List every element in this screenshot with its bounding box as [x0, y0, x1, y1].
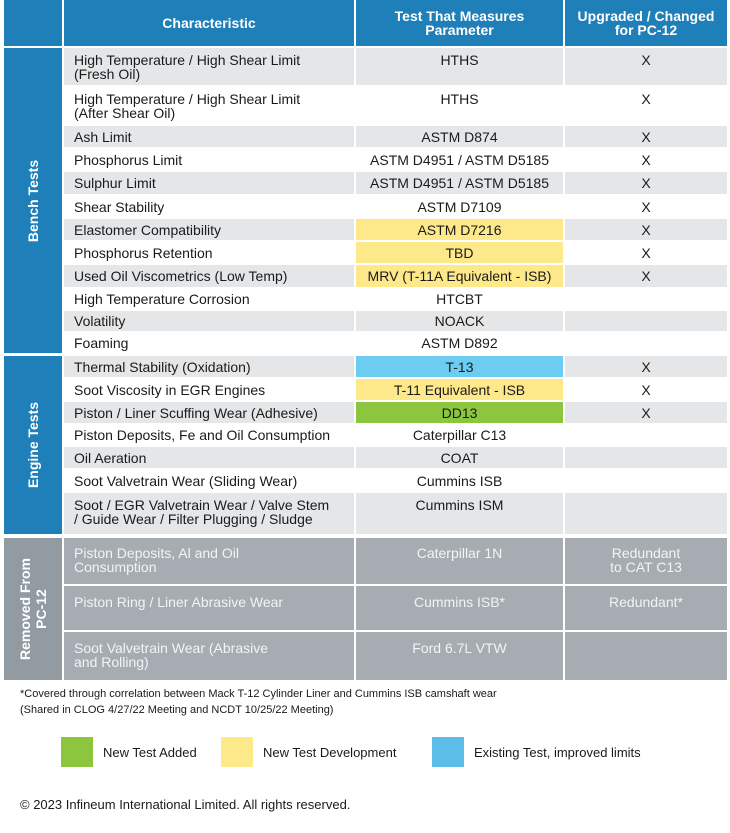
upgraded-cell: Redundant*: [565, 586, 727, 630]
table-row: [0, 447, 730, 468]
test-cell: COAT: [356, 447, 563, 468]
upgraded-cell: [565, 632, 727, 680]
legend-item-new-development: [221, 737, 396, 767]
test-cell-new-development: TBD: [356, 242, 563, 263]
table-row: [0, 470, 730, 491]
characteristic-cell: Foaming: [64, 333, 354, 353]
table-row: [0, 172, 730, 194]
column-header-test-line2: Parameter: [425, 22, 494, 38]
table-row: [0, 632, 730, 680]
column-header-test-line1: Test That Measures: [394, 8, 525, 24]
engine-tests-section: [0, 356, 730, 534]
table-row: [0, 311, 730, 331]
test-cell: Ford 6.7L VTW: [356, 632, 563, 680]
test-cell-new-development: T-11 Equivalent - ISB: [356, 379, 563, 400]
test-cell: Caterpillar 1N: [356, 538, 563, 584]
table-row: [0, 265, 730, 287]
upgraded-cell: X: [565, 379, 727, 400]
characteristic-cell: Thermal Stability (Oxidation): [64, 356, 354, 377]
upgraded-cell: [565, 538, 727, 584]
characteristic-cell: [64, 493, 354, 534]
table-row: [0, 196, 730, 217]
upgraded-cell: X: [565, 126, 727, 147]
characteristic-line2: (Fresh Oil): [74, 66, 141, 82]
table-row: [0, 242, 730, 263]
upgraded-cell: [565, 311, 727, 331]
bench-tests-section: [0, 48, 730, 353]
upgraded-cell: X: [565, 149, 727, 170]
upgraded-cell: X: [565, 219, 727, 240]
upgraded-cell: [565, 493, 727, 534]
table-row: [0, 149, 730, 170]
characteristic-cell: [64, 87, 354, 124]
legend-label: New Test Added: [103, 744, 197, 760]
characteristic-cell: Shear Stability: [64, 196, 354, 217]
test-cell-new-development: ASTM D7216: [356, 219, 563, 240]
upgraded-cell: X: [565, 87, 727, 124]
characteristic-cell: Piston Deposits, Fe and Oil Consumption: [64, 425, 354, 445]
legend-label: Existing Test, improved limits: [474, 744, 641, 760]
test-cell: Cummins ISB*: [356, 586, 563, 630]
test-cell-new-development: MRV (T-11A Equivalent - ISB): [356, 265, 563, 287]
column-header-upgraded: [565, 0, 727, 46]
characteristic-line2: Consumption: [74, 559, 157, 575]
characteristic-cell: Soot Viscosity in EGR Engines: [64, 379, 354, 400]
column-header-upgraded-line2: for PC-12: [614, 22, 678, 38]
characteristic-cell: Sulphur Limit: [64, 172, 354, 194]
characteristic-line2: (After Shear Oil): [74, 105, 176, 121]
table-row: [0, 425, 730, 445]
characteristic-cell: Piston Ring / Liner Abrasive Wear: [64, 586, 354, 630]
characteristic-cell: [64, 538, 354, 584]
table-row: [0, 402, 730, 423]
table-row: [0, 586, 730, 630]
characteristic-line1: Soot / EGR Valvetrain Wear / Valve Stem: [74, 497, 330, 513]
upgraded-cell: X: [565, 402, 727, 423]
characteristic-line1: Soot Valvetrain Wear (Abrasive: [74, 640, 269, 656]
table-row: [0, 538, 730, 584]
footnote-line2: (Shared in CLOG 4/27/22 Meeting and NCDT 10/25/22 Meeting): [20, 704, 334, 716]
characteristic-cell: Elastomer Compatibility: [64, 219, 354, 240]
test-cell: NOACK: [356, 311, 563, 331]
characteristic-line2: and Rolling): [74, 654, 149, 670]
footnote: [20, 686, 497, 718]
upgraded-cell: X: [565, 242, 727, 263]
table-row: [0, 48, 730, 85]
column-header-test-text: [395, 9, 525, 37]
table-row: [0, 333, 730, 353]
table-row: [0, 219, 730, 240]
header-corner: [4, 0, 62, 46]
table-row: [0, 493, 730, 534]
characteristic-cell: Ash Limit: [64, 126, 354, 147]
characteristic-line1: Piston Deposits, Al and Oil: [74, 545, 239, 561]
test-cell: Caterpillar C13: [356, 425, 563, 445]
test-cell: HTCBT: [356, 289, 563, 309]
characteristic-cell: Soot Valvetrain Wear (Sliding Wear): [64, 470, 354, 491]
upgraded-line1: Redundant: [611, 545, 681, 561]
upgraded-cell: X: [565, 172, 727, 194]
upgraded-cell: [565, 470, 727, 491]
upgraded-cell: [565, 425, 727, 445]
upgraded-cell: [565, 289, 727, 309]
legend-label: New Test Development: [263, 744, 397, 760]
removed-label-line1: Removed From: [17, 558, 34, 660]
characteristic-cell: Phosphorus Limit: [64, 149, 354, 170]
test-cell: ASTM D7109: [356, 196, 563, 217]
column-header-upgraded-text: [578, 9, 715, 37]
copyright-notice: © 2023 Infineum International Limited. All rights reserved.: [20, 797, 351, 812]
table-row: [0, 87, 730, 124]
characteristic-cell: [64, 48, 354, 85]
upgraded-cell: X: [565, 196, 727, 217]
table-row: [0, 356, 730, 377]
characteristic-cell: Used Oil Viscometrics (Low Temp): [64, 265, 354, 287]
upgraded-line2: to CAT C13: [610, 559, 682, 575]
column-header-upgraded-line1: Upgraded / Changed: [577, 8, 715, 24]
test-cell: HTHS: [356, 87, 563, 124]
test-cell: ASTM D4951 / ASTM D5185: [356, 149, 563, 170]
removed-label-line2: PC-12: [33, 589, 50, 629]
upgraded-cell: [565, 333, 727, 353]
upgraded-cell: X: [565, 48, 727, 85]
characteristic-cell: Volatility: [64, 311, 354, 331]
bench-tests-label-text: Bench Tests: [25, 159, 41, 242]
characteristic-cell: Oil Aeration: [64, 447, 354, 468]
legend-item-improved-limits: [432, 737, 641, 767]
table-row: [0, 126, 730, 147]
characteristic-line1: High Temperature / High Shear Limit: [74, 52, 301, 68]
footnote-line1: *Covered through correlation between Mack T-12 Cylinder Liner and Cummins ISB camshaft wear: [20, 688, 497, 700]
test-cell: Cummins ISM: [356, 493, 563, 534]
characteristic-line2: / Guide Wear / Filter Plugging / Sludge: [74, 511, 313, 527]
characteristic-cell: High Temperature Corrosion: [64, 289, 354, 309]
legend-swatch-blue: [432, 737, 464, 767]
engine-tests-label-text: Engine Tests: [25, 401, 41, 489]
test-cell: ASTM D892: [356, 333, 563, 353]
characteristic-cell: [64, 632, 354, 680]
table-row: [0, 289, 730, 309]
test-cell: ASTM D4951 / ASTM D5185: [356, 172, 563, 194]
upgraded-cell: X: [565, 356, 727, 377]
test-cell: HTHS: [356, 48, 563, 85]
characteristic-line1: High Temperature / High Shear Limit: [74, 91, 301, 107]
legend-swatch-green: [61, 737, 93, 767]
upgraded-cell: X: [565, 265, 727, 287]
column-header-test: [356, 0, 563, 46]
characteristic-cell: Piston / Liner Scuffing Wear (Adhesive): [64, 402, 354, 423]
test-cell-improved-limits: T-13: [356, 356, 563, 377]
legend-swatch-yellow: [221, 737, 253, 767]
test-cell-new-test: DD13: [356, 402, 563, 423]
table-row: [0, 379, 730, 400]
legend-item-new-test: [61, 737, 197, 767]
test-cell: ASTM D874: [356, 126, 563, 147]
test-cell: Cummins ISB: [356, 470, 563, 491]
column-header-characteristic-text: Characteristic: [162, 15, 256, 31]
removed-section: [0, 538, 730, 680]
characteristic-cell: Phosphorus Retention: [64, 242, 354, 263]
column-header-characteristic: [64, 0, 354, 46]
upgraded-cell: [565, 447, 727, 468]
